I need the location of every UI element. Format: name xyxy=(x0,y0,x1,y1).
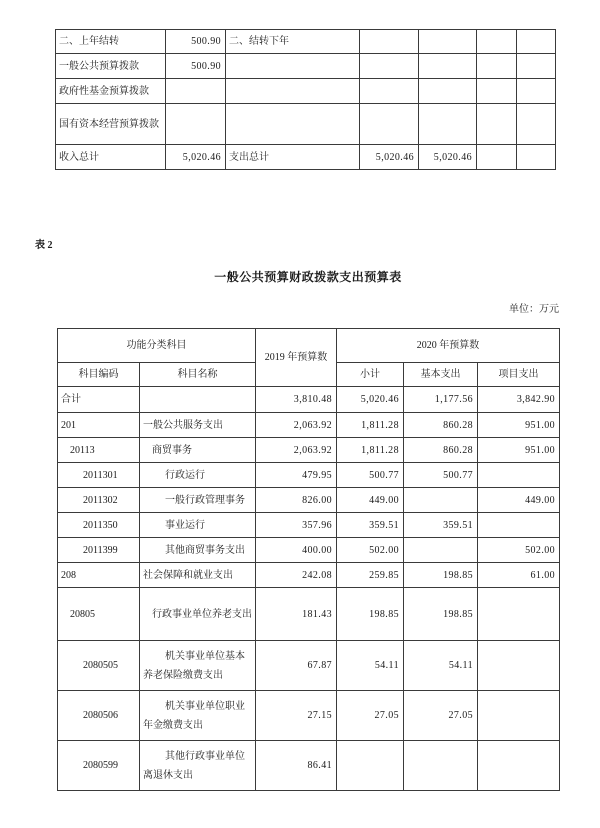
row-label-cell: 政府性基金预算拨款 xyxy=(56,79,166,104)
page-title: 一般公共预算财政拨款支出预算表 xyxy=(214,270,402,284)
row-label-cell: 支出总计 xyxy=(226,145,360,170)
subtotal-cell: 502.00 xyxy=(337,538,404,563)
basic-cell xyxy=(404,488,478,513)
value-cell xyxy=(360,104,419,145)
code-cell: 2080599 xyxy=(58,741,140,791)
subtotal-cell: 1,811.28 xyxy=(337,438,404,463)
name-cell: 事业运行 xyxy=(140,513,256,538)
subtotal-cell: 27.05 xyxy=(337,691,404,741)
project-cell xyxy=(478,588,560,641)
header-row xyxy=(58,329,560,363)
value-cell: 5,020.46 xyxy=(419,145,477,170)
basic-cell: 500.77 xyxy=(404,463,478,488)
code-cell: 2011399 xyxy=(58,538,140,563)
name-cell: 行政事业单位养老支出 xyxy=(140,588,256,641)
subtotal-cell: 259.85 xyxy=(337,563,404,588)
project-cell: 449.00 xyxy=(478,488,560,513)
value-cell xyxy=(477,79,517,104)
basic-cell xyxy=(404,538,478,563)
name-cell: 一般公共服务支出 xyxy=(140,413,256,438)
table-row xyxy=(58,563,560,588)
value-2019-cell: 826.00 xyxy=(256,488,337,513)
code-cell: 20113 xyxy=(58,438,140,463)
name-cell: 一般行政管理事务 xyxy=(140,488,256,513)
name-cell: 机关事业单位职业年金缴费支出 xyxy=(140,691,256,741)
project-cell xyxy=(478,741,560,791)
table-row xyxy=(58,488,560,513)
value-2019-cell: 67.87 xyxy=(256,641,337,691)
project-cell: 3,842.90 xyxy=(478,387,560,413)
basic-cell xyxy=(404,741,478,791)
subtotal-cell: 5,020.46 xyxy=(337,387,404,413)
value-cell xyxy=(419,30,477,54)
subtotal-cell xyxy=(337,741,404,791)
value-2019-cell: 357.96 xyxy=(256,513,337,538)
value-cell xyxy=(477,30,517,54)
header-subject-name: 科目名称 xyxy=(140,363,256,387)
basic-cell: 54.11 xyxy=(404,641,478,691)
value-cell xyxy=(517,30,556,54)
value-cell xyxy=(360,54,419,79)
value-cell xyxy=(477,145,517,170)
value-cell xyxy=(517,145,556,170)
project-cell xyxy=(478,463,560,488)
table-row xyxy=(58,641,560,691)
code-cell: 20805 xyxy=(58,588,140,641)
name-cell xyxy=(140,387,256,413)
table-number: 表 2 xyxy=(35,240,53,251)
value-cell xyxy=(166,79,226,104)
row-label-cell: 二、结转下年 xyxy=(226,30,360,54)
table-row xyxy=(58,588,560,641)
value-cell xyxy=(517,79,556,104)
subtotal-cell: 1,811.28 xyxy=(337,413,404,438)
header-2020-budget: 2020 年预算数 xyxy=(337,329,560,363)
table-row xyxy=(58,413,560,438)
code-cell: 2080505 xyxy=(58,641,140,691)
name-cell: 机关事业单位基本养老保险缴费支出 xyxy=(140,641,256,691)
value-2019-cell: 27.15 xyxy=(256,691,337,741)
name-cell: 商贸事务 xyxy=(140,438,256,463)
row-label-cell: 收入总计 xyxy=(56,145,166,170)
value-2019-cell: 242.08 xyxy=(256,563,337,588)
value-cell xyxy=(517,54,556,79)
value-cell xyxy=(477,104,517,145)
code-cell: 201 xyxy=(58,413,140,438)
value-cell: 500.90 xyxy=(166,54,226,79)
value-2019-cell: 86.41 xyxy=(256,741,337,791)
value-cell xyxy=(166,104,226,145)
project-cell xyxy=(478,641,560,691)
code-cell: 2011301 xyxy=(58,463,140,488)
basic-cell: 860.28 xyxy=(404,438,478,463)
table-row xyxy=(56,30,556,54)
name-cell: 其他行政事业单位离退休支出 xyxy=(140,741,256,791)
basic-cell: 1,177.56 xyxy=(404,387,478,413)
budget-table xyxy=(57,328,560,791)
project-cell xyxy=(478,691,560,741)
row-label-cell xyxy=(226,104,360,145)
value-cell xyxy=(419,104,477,145)
row-label-cell: 二、上年结转 xyxy=(56,30,166,54)
project-cell: 502.00 xyxy=(478,538,560,563)
value-cell xyxy=(517,104,556,145)
basic-cell: 198.85 xyxy=(404,563,478,588)
header-project-expenditure: 项目支出 xyxy=(478,363,560,387)
table-row xyxy=(58,513,560,538)
project-cell: 951.00 xyxy=(478,438,560,463)
name-cell: 行政运行 xyxy=(140,463,256,488)
value-2019-cell: 181.43 xyxy=(256,588,337,641)
basic-cell: 27.05 xyxy=(404,691,478,741)
project-cell: 61.00 xyxy=(478,563,560,588)
header-2019-budget: 2019 年预算数 xyxy=(256,329,337,387)
header-basic-expenditure: 基本支出 xyxy=(404,363,478,387)
subtotal-cell: 359.51 xyxy=(337,513,404,538)
project-cell: 951.00 xyxy=(478,413,560,438)
code-cell: 2080506 xyxy=(58,691,140,741)
value-cell xyxy=(360,79,419,104)
name-cell: 其他商贸事务支出 xyxy=(140,538,256,563)
table-row xyxy=(56,145,556,170)
subtotal-cell: 449.00 xyxy=(337,488,404,513)
subtotal-cell: 500.77 xyxy=(337,463,404,488)
basic-cell: 860.28 xyxy=(404,413,478,438)
value-cell xyxy=(419,54,477,79)
value-2019-cell: 3,810.48 xyxy=(256,387,337,413)
value-cell: 5,020.46 xyxy=(360,145,419,170)
table-row xyxy=(58,387,560,413)
row-label-cell: 一般公共预算拨款 xyxy=(56,54,166,79)
code-cell: 合计 xyxy=(58,387,140,413)
value-cell xyxy=(477,54,517,79)
value-2019-cell: 2,063.92 xyxy=(256,438,337,463)
header-subject-code: 科目编码 xyxy=(58,363,140,387)
header-function-category: 功能分类科目 xyxy=(58,329,256,363)
value-2019-cell: 400.00 xyxy=(256,538,337,563)
unit-label: 单位：万元 xyxy=(509,304,559,315)
name-cell: 社会保障和就业支出 xyxy=(140,563,256,588)
subtotal-cell: 54.11 xyxy=(337,641,404,691)
table-row xyxy=(58,691,560,741)
row-label-cell xyxy=(226,79,360,104)
row-label-cell xyxy=(226,54,360,79)
project-cell xyxy=(478,513,560,538)
table-row xyxy=(58,538,560,563)
value-cell xyxy=(419,79,477,104)
summary-table xyxy=(55,29,556,170)
code-cell: 2011350 xyxy=(58,513,140,538)
value-2019-cell: 479.95 xyxy=(256,463,337,488)
code-cell: 208 xyxy=(58,563,140,588)
basic-cell: 359.51 xyxy=(404,513,478,538)
value-cell: 500.90 xyxy=(166,30,226,54)
value-2019-cell: 2,063.92 xyxy=(256,413,337,438)
table-row xyxy=(56,54,556,79)
table-row xyxy=(58,463,560,488)
table-row xyxy=(58,438,560,463)
row-label-cell: 国有资本经营预算拨款 xyxy=(56,104,166,145)
value-cell xyxy=(360,30,419,54)
basic-cell: 198.85 xyxy=(404,588,478,641)
code-cell: 2011302 xyxy=(58,488,140,513)
header-subtotal: 小计 xyxy=(337,363,404,387)
table-row xyxy=(56,104,556,145)
table-row xyxy=(56,79,556,104)
subtotal-cell: 198.85 xyxy=(337,588,404,641)
value-cell: 5,020.46 xyxy=(166,145,226,170)
table-row xyxy=(58,741,560,791)
